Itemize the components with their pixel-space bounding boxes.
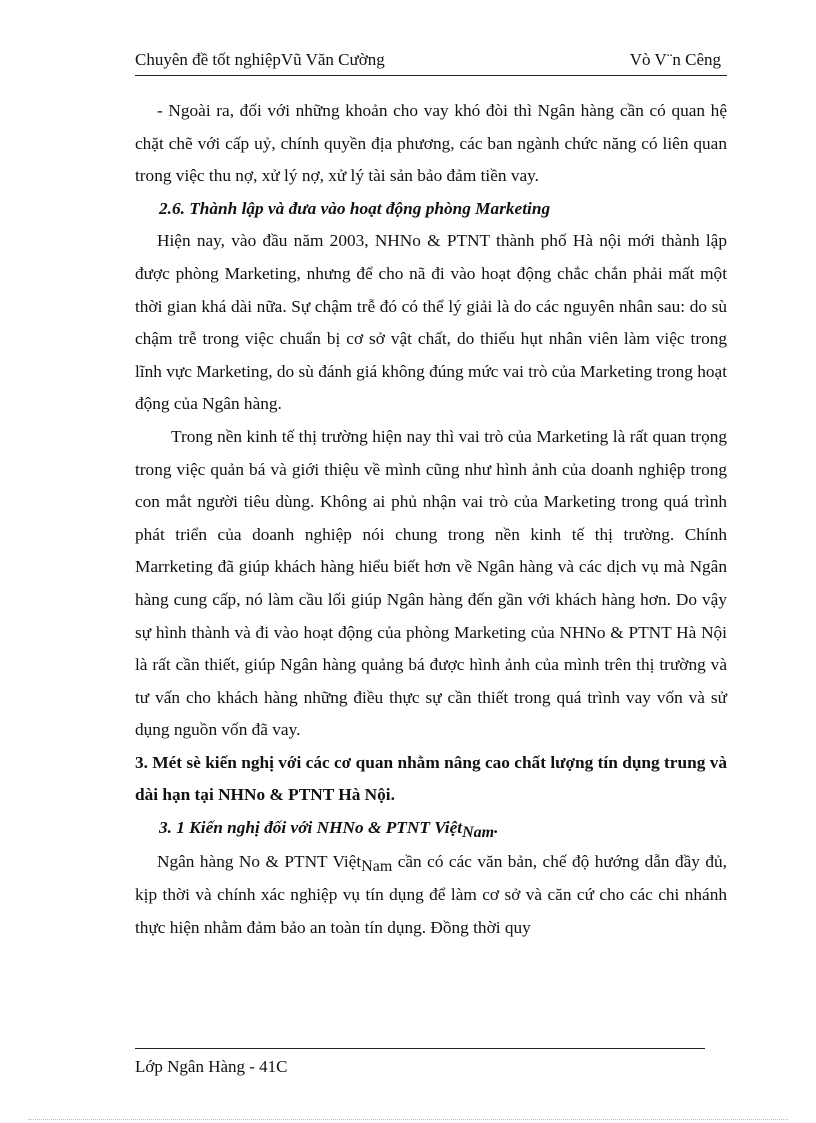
- section-heading-3: 3. Mét sè kiến nghị với các cơ quan nhằm nâng cao chất lượng tín dụng trung và dài hạn tại NHNo & PTNT Hà Nội.: [135, 752, 727, 805]
- heading-3-1-text: 3. 1 Kiến nghị đối với NHNo & PTNT Việt: [159, 818, 463, 838]
- page-bottom-border: [28, 1119, 788, 1120]
- paragraph-marketing-role: Trong nền kinh tế thị trường hiện nay thì vai trò của Marketing là rất quan trọng trong việc quản bá và giới thiệu về mình cũng như hình ảnh của doanh nghiệp trong con mắt người tiêu dùng. Không ai phủ nhận vai trò của Marketing trong quá trình phát triển của doanh nghiệp nói chung trong nền kinh tế thị trường. Chính Marrketing đã giúp khách hàng hiểu biết hơn về Ngân hàng và các dịch vụ mà Ngân hàng cung cấp, nó làm cầu lối giúp Ngân hàng đến gần với khách hàng hơn. Do vậy sự hình thành và đi vào hoạt động của phòng Marketing của NHNo & PTNT Hà Nội là rất cần thiết, giúp Ngân hàng quảng bá được hình ảnh của mình trên thị trường và tư vấn cho khách hàng những điều thực sự cần thiết trong quá trình vay vốn và sử dụng nguồn vốn đã vay.: [135, 426, 727, 740]
- recommendation-rest: cần có các văn bản, chế độ hướng dẫn đầy đủ, kịp thời và chính xác nghiệp vụ tín dụng để làm cơ sở và căn cứ cho các chi nhánh thực hiện nhằm đảm bảo an toàn tín dụng. Đồng thời quy: [135, 851, 727, 937]
- page-header: [135, 47, 727, 76]
- recommendation-subscript: Nam: [361, 857, 393, 875]
- section-heading-3-1: [135, 812, 727, 846]
- paragraph-bad-debt: - Ngoài ra, đối với những khoản cho vay khó đòi thì Ngân hàng cần có quan hệ chặt chẽ với cấp uỷ, chính quyền địa phương, các ban ngành chức năng có liên quan trong việc thu nợ, xử lý nợ, xử lý tài sản bảo đảm tiền vay.: [135, 101, 727, 186]
- recommendation-start: Ngân hàng No & PTNT Việt: [157, 851, 362, 871]
- paragraph-marketing-intro: Hiện nay, vào đầu năm 2003, NHNo & PTNT thành phố Hà nội mới thành lập được phòng Marketing, nhưng để cho nã đi vào hoạt động chắc chắn phải mất một thời gian khá dài nữa. Sự chậm trễ đó có thể lý giải là do các nguyên nhân sau: do sù chậm trễ trong việc chuẩn bị cơ sở vật chất, do thiếu hụt nhân viên làm việc trong lĩnh vực Marketing, do sù đánh giá không đúng mức vai trò của Marketing trong hoạt động của Ngân hàng.: [135, 231, 727, 414]
- paragraph-recommendation: [135, 846, 727, 945]
- heading-3-1-period: .: [494, 818, 499, 838]
- page-content: [135, 95, 727, 944]
- header-author: Vò V¨n Cêng: [629, 50, 721, 69]
- heading-3-1-subscript: Nam: [462, 824, 495, 842]
- section-heading-2-6: 2.6. Thành lập và đưa vào hoạt động phòng Marketing: [159, 198, 551, 218]
- footer-class-label: Lớp Ngân Hàng - 41C: [135, 1057, 288, 1076]
- page-footer: [135, 1048, 705, 1077]
- header-title: Chuyên đề tốt nghiệpVũ Văn Cường: [135, 50, 385, 69]
